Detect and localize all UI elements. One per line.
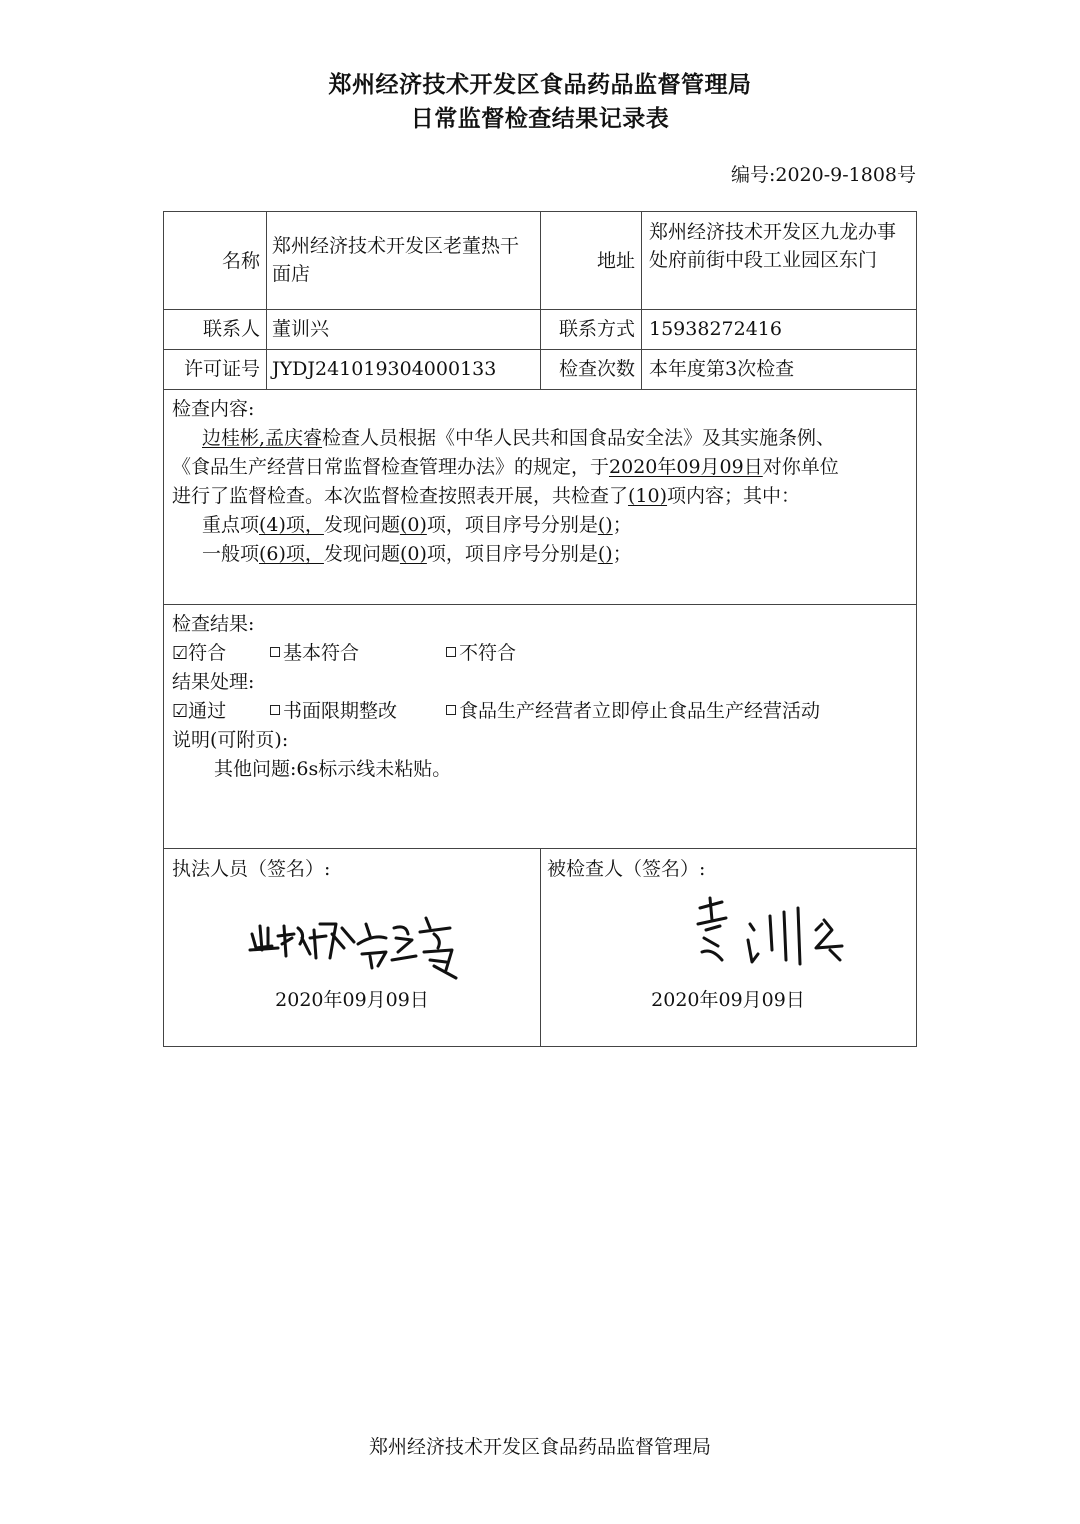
inspected-handwritten-signature [692,890,852,986]
business-name: 郑州经济技术开发区老董热干面店 [272,235,520,285]
officer-handwritten-signature [246,904,486,984]
general-problems-count: (0) [399,543,427,565]
general-items-count: (6)项， [259,543,324,565]
checked-box-icon: ☑ [172,701,189,722]
content-line-1 [172,424,908,453]
content-text: 检查人员根据《中华人民共和国食品安全法》及其实施条例、 [322,427,836,449]
table-divider [641,212,642,389]
inspected-signature-label: 被检查人（签名）: [547,858,706,880]
inspection-count-label: 检查次数 [558,358,635,380]
inspection-record-table [163,211,917,1047]
handling-heading: 结果处理: [172,671,255,693]
footer-organization: 郑州经济技术开发区食品药品监督管理局 [368,1436,711,1458]
contact-person: 董训兴 [272,318,330,340]
content-text: 项，项目序号分别是 [426,543,598,565]
table-divider [266,212,267,389]
checkbox-icon [270,705,280,715]
inspection-content-heading: 检查内容: [172,398,255,420]
general-items-line [172,540,908,569]
business-address: 郑州经济技术开发区九龙办事处府前街中段工业园区东门 [649,221,897,271]
content-text: ； [612,514,632,536]
result-options [172,639,908,668]
contact-label: 联系人 [202,318,260,340]
table-divider [540,848,541,1046]
key-item-numbers: () [597,514,613,536]
checked-box-icon: ☑ [172,643,189,664]
document-number: 编号:2020-9-1808号 [730,164,916,186]
officer-sign-date: 2020年09月09日 [275,989,429,1011]
key-items-count: (4)项， [259,514,324,536]
inspected-sign-date: 2020年09月09日 [651,989,805,1011]
inspection-content-section [172,395,908,569]
key-items-line [172,511,908,540]
table-divider [164,389,916,390]
checkbox-icon [446,705,456,715]
result-option-compliant: 符合 [188,642,227,664]
inspector-names: 边桂彬,孟庆睿 [202,427,323,449]
inspection-date: 2020年09月09日 [609,456,763,478]
name-label: 名称 [221,250,260,272]
content-text: 项，项目序号分别是 [426,514,598,536]
content-text: 项内容；其中： [667,485,801,507]
inspection-count: 本年度第3次检查 [649,358,795,380]
key-problems-count: (0) [399,514,427,536]
document-title: 郑州经济技术开发区食品药品监督管理局 [328,72,752,98]
content-text: 发现问题 [323,514,400,536]
content-text: ； [612,543,632,565]
result-heading: 检查结果: [172,613,255,635]
officer-signature-label: 执法人员（签名）: [172,858,331,880]
phone-label: 联系方式 [558,318,635,340]
result-option-noncompliant: 不符合 [459,642,517,664]
handling-option-stop: 食品生产经营者立即停止食品生产经营活动 [459,700,821,722]
note-text: 其他问题:6s标示线未粘贴。 [214,758,452,780]
license-label: 许可证号 [183,358,260,380]
checkbox-icon [446,647,456,657]
content-text: 《食品生产经营日常监督检查管理办法》的规定，于 [172,456,610,478]
handling-options [172,697,908,726]
table-divider [164,604,916,605]
handling-option-rectify: 书面限期整改 [283,700,398,722]
general-item-numbers: () [597,543,613,565]
address-label: 地址 [596,250,635,272]
handling-option-pass: 通过 [188,700,227,722]
content-text: 对你单位 [762,456,839,478]
content-line-3 [172,482,908,511]
total-items: (10) [628,485,668,507]
document-subtitle: 日常监督检查结果记录表 [410,106,670,132]
key-items-label: 重点项 [202,514,260,536]
checkbox-icon [270,647,280,657]
content-text: 发现问题 [323,543,400,565]
content-text: 进行了监督检查。本次监督检查按照表开展，共检查了 [172,485,629,507]
general-items-label: 一般项 [202,543,260,565]
inspection-result-section [172,610,908,784]
result-option-basically-compliant: 基本符合 [283,642,360,664]
content-line-2 [172,453,908,482]
license-number: JYDJ241019304000133 [272,358,497,380]
note-heading: 说明(可附页): [172,729,289,751]
phone-number: 15938272416 [649,318,782,340]
